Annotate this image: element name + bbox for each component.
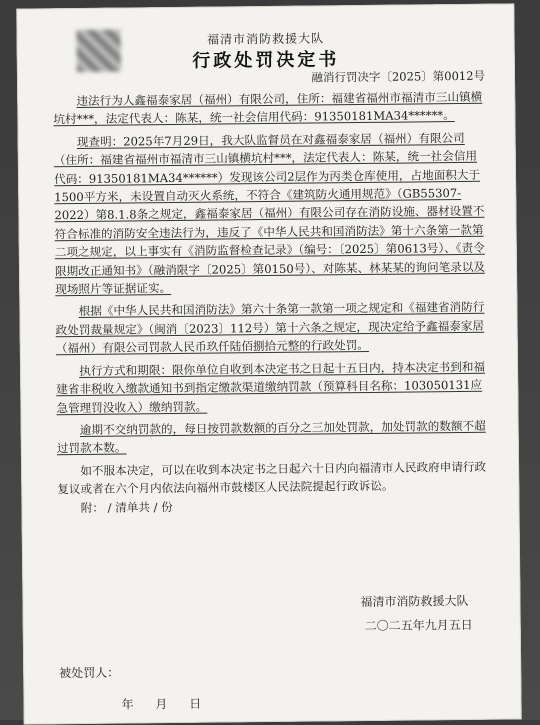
issuing-org-header: 福清市消防救援大队	[207, 31, 325, 47]
signature-org: 福清市消防救援大队	[360, 593, 469, 610]
late-fee-paragraph: 逾期不交纳罚款的，每日按罚款数额的百分之三加处罚款，加处罚款的数额不超过罚款本数。	[56, 418, 486, 456]
document-number: 融消行罚决字〔2025〕第0012号	[311, 68, 486, 85]
appeal-paragraph: 如不服本决定，可以在收到本决定书之日起六十日内向福清市人民政府申请行政复议或者在六个月内依法向福州市鼓楼区人民法院提起行政诉讼。	[57, 459, 487, 497]
document-title: 行政处罚决定书	[192, 49, 340, 72]
signature-date: 二〇二五年九月五日	[364, 617, 473, 634]
receipt-date-blank: 年 月 日	[121, 696, 202, 712]
payment-paragraph: 执行方式和期限：限你单位自收到本决定书之日起十五日内，持本决定书到和福建省非税收入缴款通知书到指定缴款渠道缴纳罚款（预算科目名称：103050131应急管理罚没收入）缴纳罚款。	[56, 359, 486, 415]
decision-document	[16, 3, 521, 724]
offender-paragraph: 违法行为人鑫福泰家居（福州）有限公司，住所：福建省福州市福清市三山镇横坑村***，法定代表人：陈某，统一社会信用代码：91350181MA34******。	[53, 89, 483, 127]
facts-paragraph: 现查明：2025年7月29日，我大队监督员在对鑫福泰家居（福州）有限公司（住所：福建省福州市福清市三山镇横坑村***，法定代表人：陈某，统一社会信用代码：91350181MA34******）发现该公司2层作为丙类仓库使用，占地面积大于1500平方米，未设置自动灭火系统，不符合《建筑防火通用规范》（GB55307-2022）第8.1.8条之规定，鑫福泰家居（福州）有限公司存在消防设施、器材设置不符合标准的消防安全违法行为，违反了《中华人民共和国消防法》第十六条第一款第二项之规定，以上事实有《消防监督检查记录》（编号：〔2025〕第0613号）、《责令限期改正通知书》（融消限字〔2025〕第0150号）、对陈某、林某某的询问笔录以及现场照片等证据证实。	[53, 130, 486, 297]
document-body	[53, 88, 489, 517]
attachment-line: 附： / 清单共 / 份	[80, 499, 173, 515]
penalized-party-label: 被处罚人：	[59, 665, 120, 681]
decision-paragraph: 根据《中华人民共和国消防法》第六十条第一款第一项之规定和《福建省消防行政处罚裁量规定》（闽消〔2023〕112号）第十六条之规定，现决定给予鑫福泰家居（福州）有限公司罚款人民币玖仟陆佰捌拾元整的行政处罚。	[55, 300, 485, 356]
